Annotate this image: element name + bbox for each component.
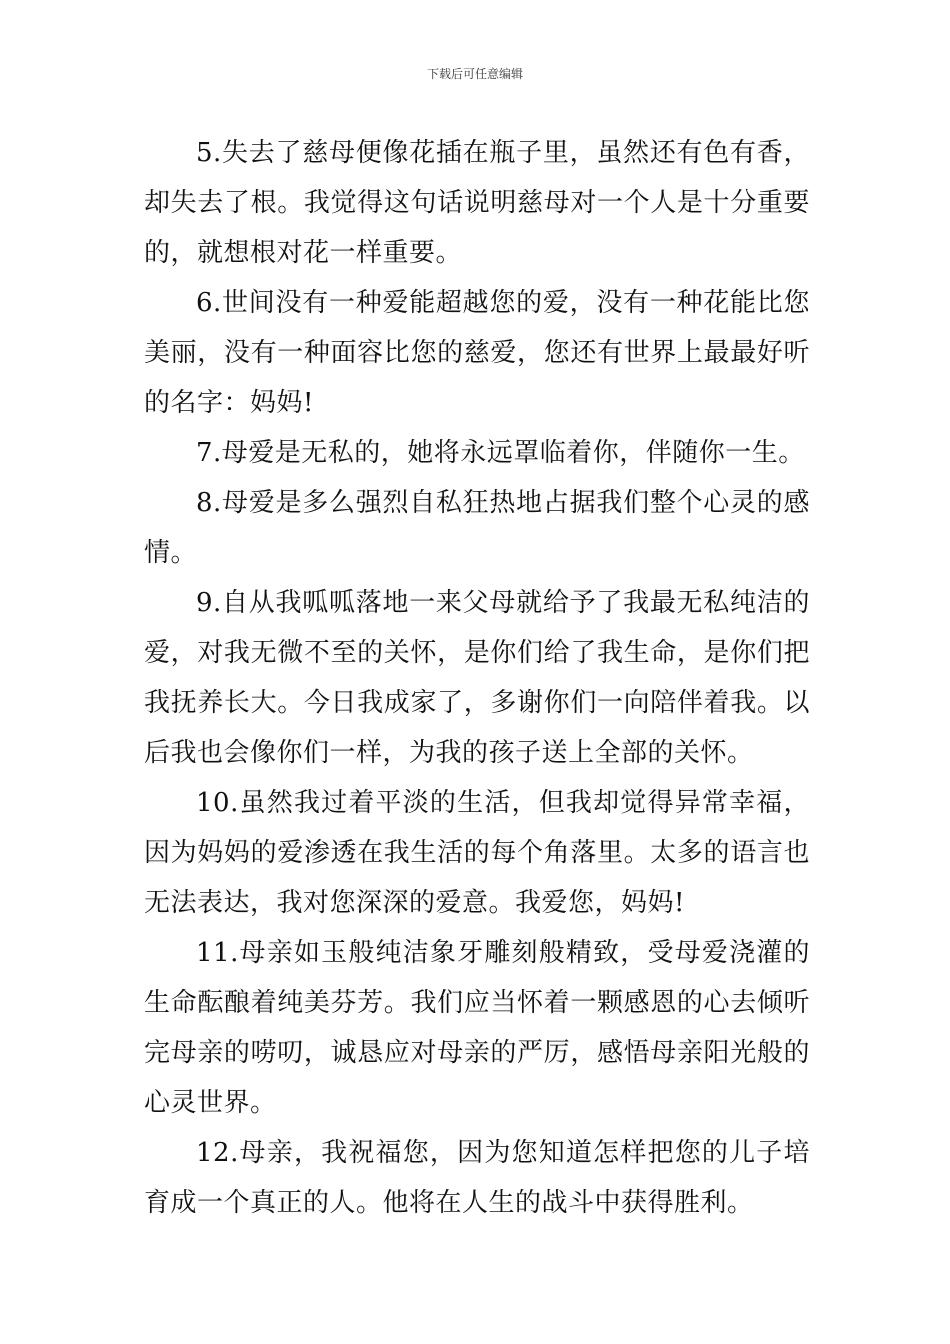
paragraph-7: 7.母爱是无私的，她将永远罩临着你，伴随你一生。 [196, 438, 805, 468]
paragraph-12: 12.母亲，我祝福您，因为您知道怎样把您的儿子培育成一个真正的人。他将在人生的战斗中获得胜利。 [144, 1138, 810, 1218]
paragraph-5: 5.失去了慈母便像花插在瓶子里，虽然还有色有香，却失去了根。我觉得这句话说明慈母对一个人是十分重要的，就想根对花一样重要。 [144, 138, 810, 268]
paragraph-9: 9.自从我呱呱落地一来父母就给予了我最无私纯洁的爱，对我无微不至的关怀，是你们给了我生命，是你们把我抚养长大。今日我成家了，多谢你们一向陪伴着我。以后我也会像你们一样，为我的孩子送上全部的关怀。 [144, 588, 810, 768]
paragraph-8: 8.母爱是多么强烈自私狂热地占据我们整个心灵的感情。 [144, 488, 810, 568]
paragraph-6: 6.世间没有一种爱能超越您的爱，没有一种花能比您美丽，没有一种面容比您的慈爱，您还有世界上最最好听的名字：妈妈! [144, 288, 810, 418]
paragraph-11: 11.母亲如玉般纯洁象牙雕刻般精致，受母爱浇灌的生命酝酿着纯美芬芳。我们应当怀着一颗感恩的心去倾听完母亲的唠叨，诚恳应对母亲的严厉，感悟母亲阳光般的心灵世界。 [144, 938, 810, 1118]
header-note: 下载后可任意编辑 [426, 67, 523, 81]
paragraph-10: 10.虽然我过着平淡的生活，但我却觉得异常幸福，因为妈妈的爱渗透在我生活的每个角落里。太多的语言也无法表达，我对您深深的爱意。我爱您，妈妈! [144, 788, 810, 918]
document-body [144, 128, 810, 1228]
